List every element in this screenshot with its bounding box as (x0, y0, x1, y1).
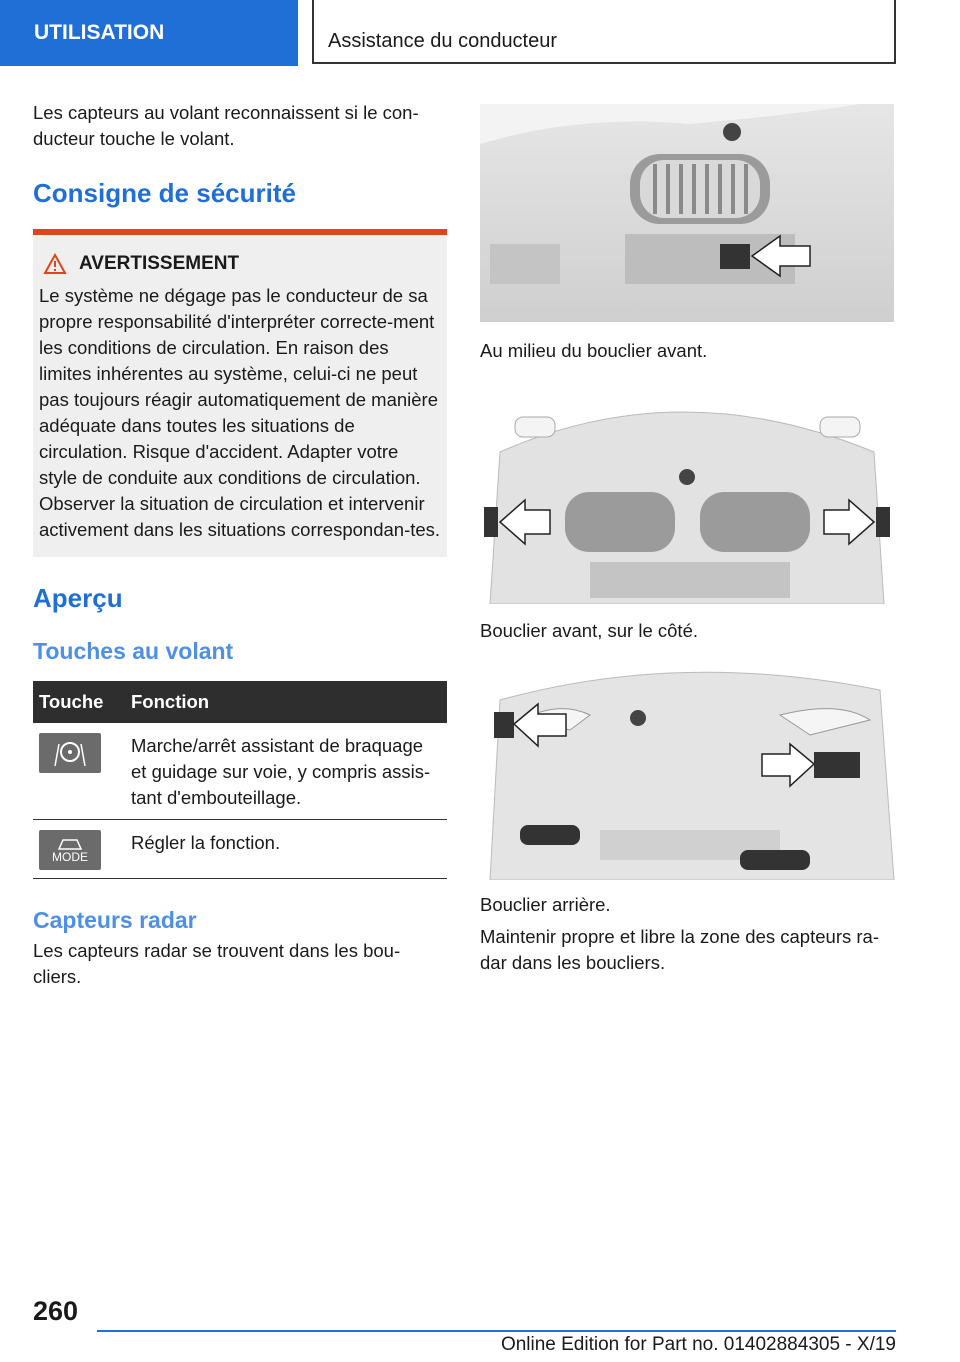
safety-heading: Consigne de sécurité (33, 178, 296, 208)
steering-assist-icon (39, 733, 101, 773)
right-column (480, 104, 896, 976)
col-header-fonction: Fonction (125, 681, 447, 723)
overview-heading: Aperçu (33, 583, 123, 613)
table-cell-function: Marche/arrêt assistant de braquage et guidage sur voie, y compris assis-tant d'embouteillage. (125, 723, 447, 820)
radar-heading: Capteurs radar (33, 907, 197, 933)
warning-text: Le système ne dégage pas le conducteur de sa propre responsabilité d'interpréter correcte-ment les conditions de circulation. En raison des limites inhérentes au système, celui-ci ne peut pas toujours réagir automatiquement de manière adéquate dans toutes les situations de circulation. Risque d'accident. Adapter votre style de conduite aux conditions de circulation. Observer la situation de circulation et intervenir activement dans les situations correspondan-tes. (39, 285, 441, 540)
table-row (33, 820, 447, 879)
page-number: 260 (33, 1296, 79, 1326)
caption-front-side: Bouclier avant, sur le côté. (480, 620, 698, 641)
caption-front-center: Au milieu du bouclier avant. (480, 340, 708, 361)
footer-edition: Online Edition for Part no. 01402884305 - X/19 (500, 1334, 896, 1355)
intro-text: Les capteurs au volant reconnaissent si le con- ducteur touche le volant. (33, 102, 419, 149)
section-tab: UTILISATION (0, 0, 298, 66)
warning-triangle-icon (43, 253, 67, 275)
buttons-heading: Touches au volant (33, 638, 234, 664)
table-cell-icon (33, 820, 125, 879)
warning-box (33, 229, 447, 557)
table-cell-icon (33, 723, 125, 820)
buttons-table (33, 681, 447, 879)
mode-button-icon (39, 830, 101, 870)
warning-title (43, 253, 441, 275)
chapter-title: Assistance du conducteur (312, 0, 896, 64)
footer-rule (97, 1330, 896, 1332)
radar-text: Les capteurs radar se trouvent dans les bou-cliers. (33, 940, 401, 987)
front-bumper-side-image (480, 382, 894, 604)
page-header (0, 0, 960, 66)
maintenance-note: Maintenir propre et libre la zone des capteurs ra-dar dans les boucliers. (480, 926, 879, 973)
caption-rear: Bouclier arrière. (480, 894, 611, 915)
mode-label: MODE (52, 849, 88, 864)
front-bumper-center-image (480, 104, 894, 322)
table-row (33, 723, 447, 820)
col-header-touche: Touche (33, 681, 125, 723)
rear-bumper-image (480, 660, 896, 880)
warning-label: AVERTISSEMENT (79, 253, 240, 274)
left-column (33, 100, 447, 990)
table-cell-function: Régler la fonction. (125, 820, 447, 879)
